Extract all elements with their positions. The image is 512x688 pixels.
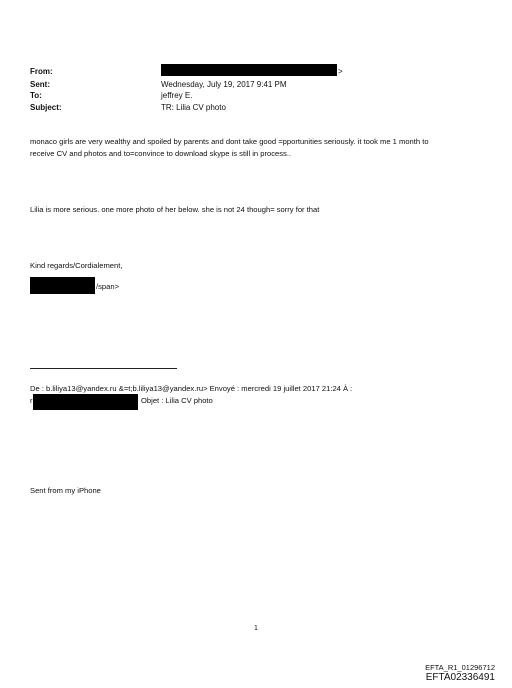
page-number: 1	[254, 625, 258, 632]
sent-value: Wednesday, July 19, 2017 9:41 PM	[161, 80, 287, 89]
from-value-tail: >	[338, 67, 343, 76]
forwarded-subject: Objet : Lilia CV photo	[141, 396, 213, 405]
sent-from-iphone-text: Sent from my iPhone	[30, 486, 101, 495]
forwarded-header-line-1: De : b.liliya13@yandex.ru &=t;b.liliya13@yandex.ru> Envoyé : mercredi 19 juillet 2017 21:24 À :	[30, 384, 353, 393]
signature-tail: /span>	[96, 282, 120, 291]
subject-value: TR: Lilia CV photo	[161, 103, 226, 112]
to-label: To:	[30, 91, 42, 100]
body-paragraph-1-line-1: monaco girls are very wealthy and spoiled by parents and dont take good =pportunities seriously. it took me 1 month to	[30, 137, 429, 146]
from-redaction	[161, 64, 337, 76]
from-label: From:	[30, 67, 53, 76]
signoff-text: Kind regards/Cordialement,	[30, 261, 123, 270]
sent-label: Sent:	[30, 80, 50, 89]
to-value: jeffrey E.	[161, 91, 193, 100]
body-paragraph-1-line-2: receive CV and photos and to=convince to download skype is still in process..	[30, 149, 292, 158]
subject-label: Subject:	[30, 103, 62, 112]
forwarded-header-prefix: r	[30, 396, 33, 405]
signature-redaction	[30, 277, 95, 294]
separator-rule	[30, 368, 177, 369]
bates-number-2: EFTA02336491	[425, 672, 495, 683]
recipient-redaction	[33, 394, 138, 410]
bates-number-1: EFTA_R1_01296712	[425, 663, 495, 672]
body-paragraph-2: Lilia is more serious. one more photo of her below. she is not 24 though= sorry for that	[30, 205, 320, 214]
